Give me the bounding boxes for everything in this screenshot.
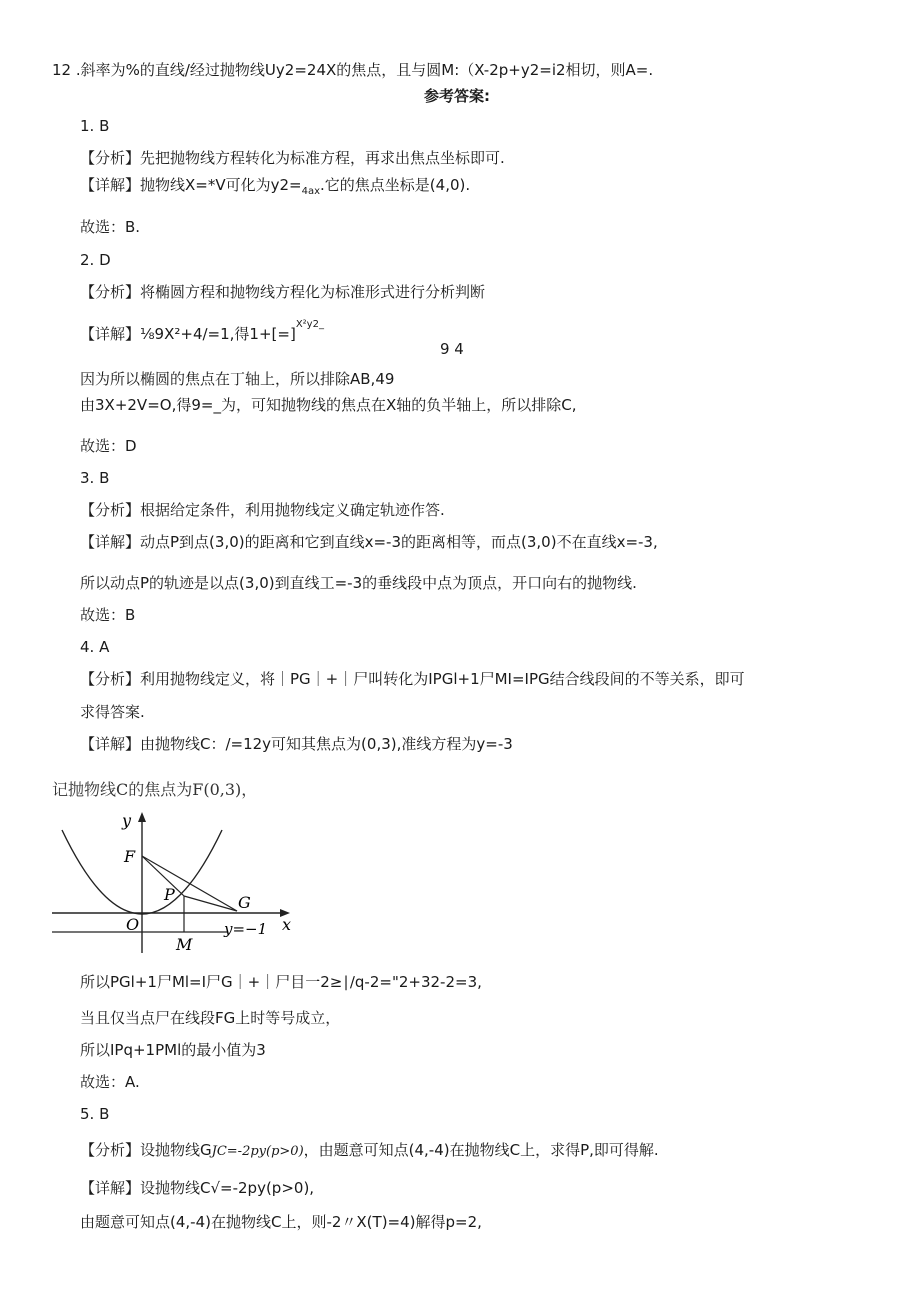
answer-4-line-2: 当且仅当点尸在线段FG上时等号成立， bbox=[80, 1009, 341, 1027]
answer-4-analysis-2: 求得答案. bbox=[80, 703, 145, 721]
answer-4-analysis-1: 【分析】利用抛物线定义，将｜PG｜+｜尸叫转化为IPGl+1尸MI=IPG结合线段间的不等关系，即可 bbox=[80, 670, 745, 688]
label-G: G bbox=[238, 893, 251, 912]
answer-3-analysis: 【分析】根据给定条件，利用抛物线定义确定轨迹作答. bbox=[80, 501, 445, 519]
answer-4-detail: 【详解】由抛物线C：/=12y可知其焦点为(0,3),准线方程为y=-3 bbox=[80, 735, 513, 753]
answer-1-detail-a: 【详解】抛物线X=*V可化为y2= bbox=[80, 176, 302, 194]
answer-5-analysis bbox=[80, 1140, 659, 1162]
answer-2-detail-sup: X²y2_ bbox=[295, 319, 324, 330]
answer-2-denominators: 9 4 bbox=[440, 340, 464, 358]
answer-1-detail-sub: 4ax bbox=[301, 186, 321, 197]
question-12: 12 .斜率为%的直线/经过抛物线Uy2=24X的焦点，且与圆M:（X-2p+y2=i2相切，则A=. bbox=[52, 61, 654, 79]
answer-4-choice: 故选：A. bbox=[80, 1073, 140, 1091]
parabola-figure bbox=[52, 808, 302, 958]
label-O: O bbox=[126, 915, 140, 934]
answer-4-number: 4. A bbox=[80, 638, 110, 656]
label-M: M bbox=[176, 935, 193, 954]
answer-5-analysis-b: ，由题意可知点(4,-4)在抛物线C上，求得P,即可得解. bbox=[303, 1141, 659, 1159]
label-P: P bbox=[164, 885, 175, 904]
answer-5-detail: 【详解】设抛物线C√=-2py(p>0), bbox=[80, 1179, 315, 1197]
segment-FG bbox=[142, 856, 237, 911]
answer-5-analysis-a: 【分析】设抛物线G bbox=[80, 1141, 212, 1159]
answer-3-choice: 故选：B bbox=[80, 606, 136, 624]
answer-3-detail: 【详解】动点P到点(3,0)的距离和它到直线x=-3的距离相等，而点(3,0)不在直线x=-3, bbox=[80, 533, 658, 551]
answer-2-detail-a: 【详解】⅛9X²+4∕=1,得1+[=] bbox=[80, 325, 296, 343]
segment-PG bbox=[184, 896, 237, 911]
answer-5-number: 5. B bbox=[80, 1105, 110, 1123]
label-x: x bbox=[282, 915, 292, 934]
answer-3-number: 3. B bbox=[80, 469, 110, 487]
answer-1-detail-b: .它的焦点坐标是(4,0). bbox=[320, 176, 471, 194]
answer-2-detail bbox=[80, 321, 324, 344]
figure-caption: 记抛物线C的焦点为F(0,3)， bbox=[52, 780, 258, 799]
y-axis-arrow-icon bbox=[138, 812, 146, 822]
answer-5-analysis-italic: JC=-2py(p>0) bbox=[211, 1144, 304, 1159]
answers-title: 参考答案: bbox=[424, 87, 490, 105]
answer-1-analysis: 【分析】先把抛物线方程转化为标准方程，再求出焦点坐标即可. bbox=[80, 149, 505, 167]
answer-2-line-2: 由3X+2V=O,得9=_为，可知抛物线的焦点在X轴的负半轴上，所以排除C, bbox=[80, 396, 577, 414]
label-directrix: y=−1 bbox=[224, 920, 268, 938]
answer-2-line-1: 因为所以椭圆的焦点在丁轴上，所以排除AB,49 bbox=[80, 370, 395, 388]
answer-1-choice: 故选：B. bbox=[80, 218, 141, 236]
answer-4-line-1: 所以PGl+1尸Ml=I尸G｜+｜尸目一2≥∣∕q-2="2+32-2=3, bbox=[80, 973, 482, 991]
answer-1-number: 1. B bbox=[80, 117, 110, 135]
label-y: y bbox=[122, 811, 132, 830]
answer-2-analysis: 【分析】将椭圆方程和抛物线方程化为标准形式进行分析判断 bbox=[80, 283, 486, 301]
answer-1-detail bbox=[80, 175, 470, 202]
answer-2-choice: 故选：D bbox=[80, 437, 137, 455]
answer-3-line-1: 所以动点P的轨迹是以点(3,0)到直线工=-3的垂线段中点为顶点，开口向右的抛物线. bbox=[80, 574, 637, 592]
answer-2-number: 2. D bbox=[80, 251, 111, 269]
label-F: F bbox=[124, 847, 136, 866]
answer-5-line-1: 由题意可知点(4,-4)在抛物线C上，则-2〃X(T)=4)解得p=2, bbox=[80, 1213, 482, 1231]
answer-4-line-3: 所以IPq+1PMl的最小值为3 bbox=[80, 1041, 266, 1059]
